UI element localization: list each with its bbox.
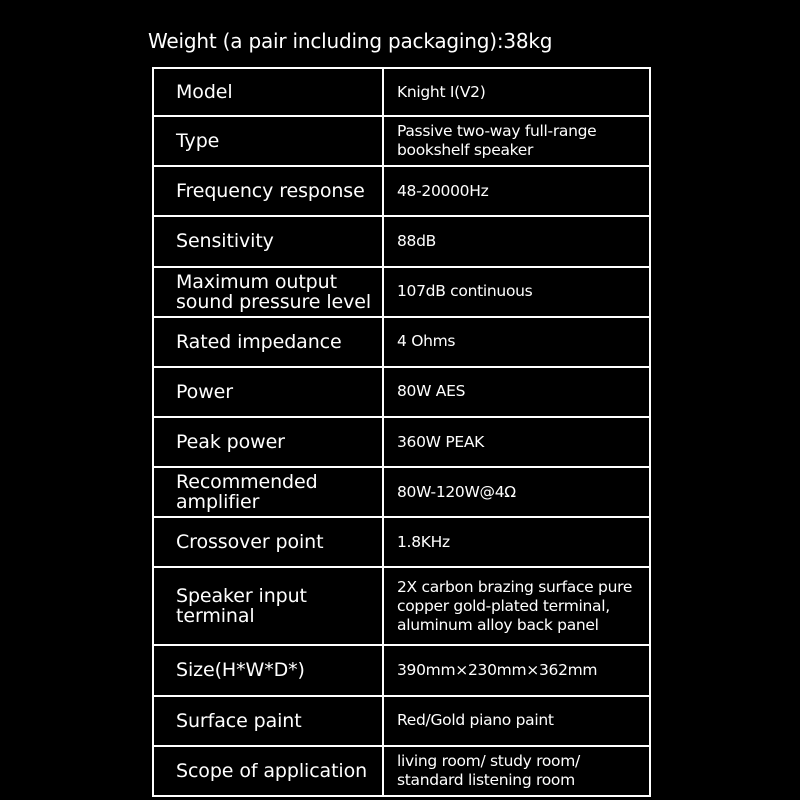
- spec-value-text: 80W AES: [397, 382, 466, 401]
- spec-label: [152, 67, 384, 117]
- spec-label-text: Recommended amplifier: [176, 471, 318, 514]
- spec-label-text: Scope of application: [176, 759, 368, 782]
- spec-value-text: 2X carbon brazing surface pure copper gold-plated terminal, aluminum alloy back panel: [397, 577, 633, 634]
- spec-value-text: living room/ study room/ standard listening room: [397, 751, 580, 789]
- spec-label: [152, 366, 384, 418]
- spec-label-text: Surface paint: [176, 709, 302, 732]
- spec-value-text: Red/Gold piano paint: [397, 711, 554, 730]
- spec-value-text: 390mm×230mm×362mm: [397, 660, 598, 679]
- spec-label-text: Size(H*W*D*): [176, 659, 305, 682]
- spec-value: [382, 165, 651, 217]
- spec-label-text: Sensitivity: [176, 230, 274, 253]
- spec-label: [152, 215, 384, 267]
- spec-label-text: Peak power: [176, 431, 285, 454]
- spec-label-text: Model: [176, 81, 233, 104]
- weight-title: Weight (a pair including packaging):38kg: [148, 29, 553, 53]
- spec-value: [382, 644, 651, 696]
- spec-label-text: Power: [176, 380, 233, 403]
- spec-label-text: Type: [176, 130, 220, 153]
- spec-value: [382, 115, 651, 167]
- spec-row-sensitivity: [152, 217, 651, 267]
- spec-label: [152, 416, 384, 468]
- spec-value: [382, 67, 651, 117]
- spec-label: [152, 115, 384, 167]
- spec-value-text: 4 Ohms: [397, 332, 456, 351]
- spec-label: [152, 466, 384, 518]
- spec-label: [152, 516, 384, 568]
- spec-label-text: Rated impedance: [176, 330, 342, 353]
- spec-row-surface-paint: [152, 697, 651, 747]
- spec-label: [152, 165, 384, 217]
- spec-row-type: [152, 117, 651, 167]
- spec-value-text: Knight I(V2): [397, 82, 486, 101]
- spec-row-crossover-point: [152, 518, 651, 568]
- spec-row-model: [152, 67, 651, 117]
- spec-value: [382, 316, 651, 368]
- spec-value: [382, 466, 651, 518]
- spec-label-text: Maximum output sound pressure level: [176, 270, 371, 313]
- spec-value: [382, 695, 651, 747]
- spec-row-power: [152, 368, 651, 418]
- spec-value: [382, 366, 651, 418]
- spec-label: [152, 316, 384, 368]
- spec-row-max-spl: [152, 268, 651, 318]
- spec-label: [152, 695, 384, 747]
- spec-row-speaker-input-terminal: [152, 568, 651, 646]
- spec-value-text: 1.8KHz: [397, 532, 450, 551]
- spec-label: [152, 566, 384, 646]
- spec-value-text: 360W PEAK: [397, 432, 485, 451]
- spec-row-recommended-amplifier: [152, 468, 651, 518]
- spec-row-rated-impedance: [152, 318, 651, 368]
- spec-label-text: Crossover point: [176, 531, 324, 554]
- spec-label: [152, 745, 384, 797]
- spec-label-text: Speaker input terminal: [176, 585, 307, 628]
- spec-value-text: 88dB: [397, 231, 436, 250]
- spec-label-text: Frequency response: [176, 180, 365, 203]
- spec-value: [382, 215, 651, 267]
- spec-label: [152, 266, 384, 318]
- spec-value: [382, 266, 651, 318]
- spec-row-scope-of-application: [152, 747, 651, 797]
- spec-row-size: [152, 646, 651, 696]
- spec-value: [382, 566, 651, 646]
- spec-value: [382, 416, 651, 468]
- spec-value: [382, 516, 651, 568]
- spec-value-text: 107dB continuous: [397, 282, 533, 301]
- spec-value-text: Passive two-way full-range bookshelf speaker: [397, 122, 597, 160]
- spec-table: [152, 67, 651, 797]
- spec-value: [382, 745, 651, 797]
- spec-row-peak-power: [152, 418, 651, 468]
- spec-label: [152, 644, 384, 696]
- spec-row-frequency-response: [152, 167, 651, 217]
- spec-value-text: 80W-120W@4Ω: [397, 482, 516, 501]
- spec-value-text: 48-20000Hz: [397, 181, 489, 200]
